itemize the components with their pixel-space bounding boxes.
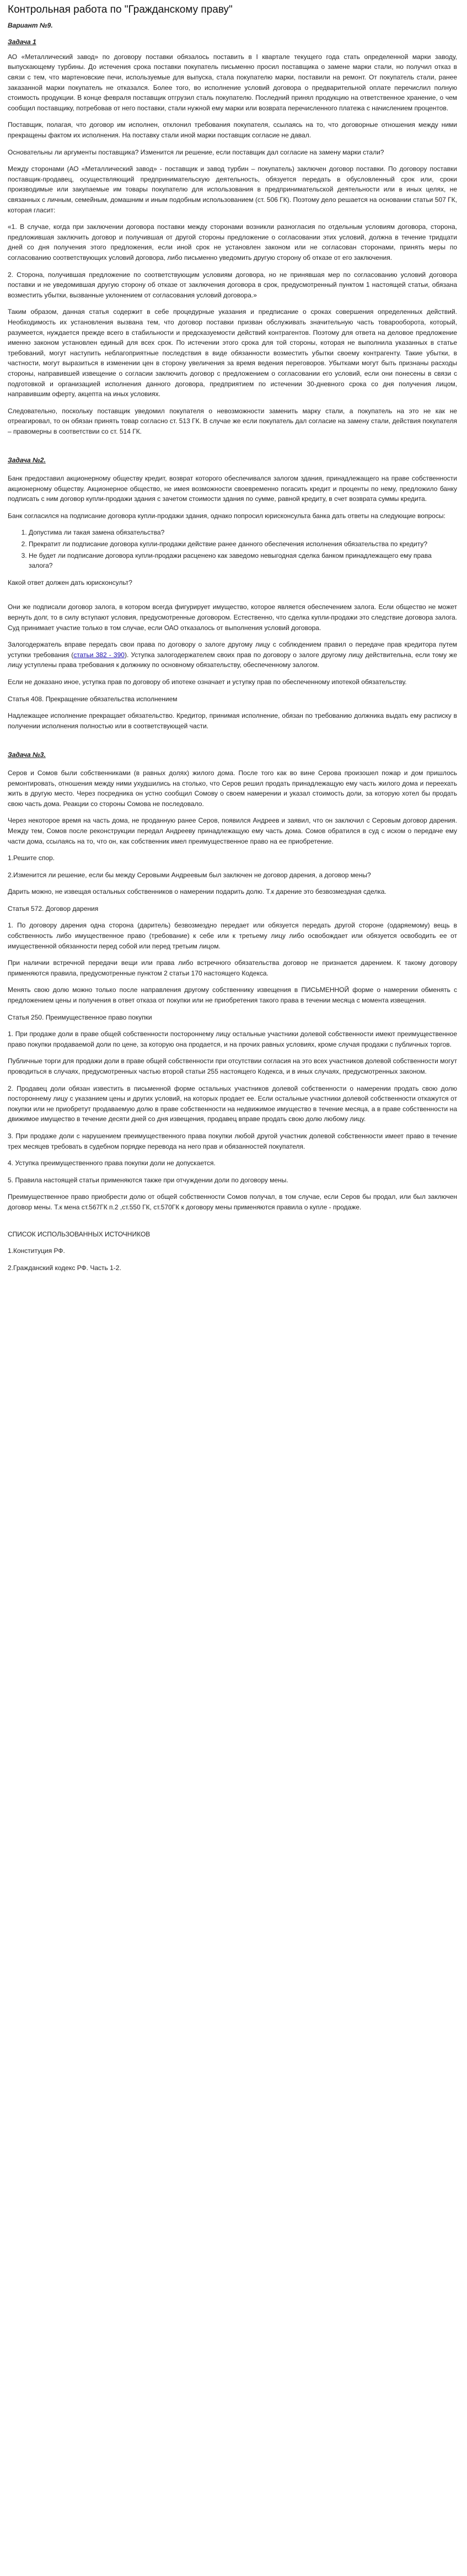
list-item: 3. Не будет ли подписание договора купли-продажи расценено как заведомо невыгодная сделка банком принадлежащего ему права залога?: [29, 551, 457, 571]
task2-paragraph: [8, 639, 457, 670]
task2-paragraph: Банк согласился на подписание договора купли-продажи здания, однако попросил юрисконсульта банка дать ответы на следующие вопросы:: [8, 511, 445, 520]
task3-paragraph: 5. Правила настоящей статьи применяются также при отчуждении доли по договору мены.: [8, 1176, 288, 1184]
task3-paragraph: 2.Изменится ли решение, если бы между Серовыми Андреевым был заключен не договор дарения, а договор мены?: [8, 871, 371, 879]
list-item: 2. Прекратит ли подписание договора купли-продажи действие ранее данного обеспечения исполнения обязательства по кредиту?: [29, 539, 457, 550]
task3-heading: Задача №3.: [8, 751, 46, 759]
task3-paragraph: Дарить можно, не извещая остальных собственников о намерении подарить долю. Т.к дарение это безвозмездная сделка.: [8, 888, 387, 896]
task2-paragraph: Они же подписали договор залога, в котором всегда фигурирует имущество, которое является обеспечением залога. Если общество не может вернуть долг, то в силу вступают условия, предусмотренные договором. Естественно, что сделка купли-продажи это следствие договора залога. Суд принимает участие только в том случае, если ОАО отказалось от выполнения условий договора.: [8, 603, 457, 632]
list-item: 1. Допустима ли такая замена обязательства?: [29, 527, 457, 538]
task3-paragraph: Серов и Сомов были собственниками (в равных долях) жилого дома. После того как во вине Серова произошел пожар и дом пришлось ремонтировать, отношения между ними ухудшились на столько, что Серов решил продать принадлежащую ему часть жилого дома и переехать жить в другую место. Через посредника он устно сообщил Сомову о своем намерении и указал стоимость доли, за которую хотел бы продать свою часть дома. Реакции со стороны Сомова не последовало.: [8, 769, 457, 808]
task3-paragraph: 1. По договору дарения одна сторона (даритель) безвозмездно передает или обязуется передать другой стороне (одаряемому) вещь в собственность либо имущественное право (требование) к себе или к третьему лицу либо освобождает или обязуется освободить ее от имущественной обязанности перед собой или перед третьим лицом.: [8, 921, 457, 950]
task3-paragraph: 4. Уступка преимущественного права покупки доли не допускается.: [8, 1159, 216, 1167]
task3-paragraph: Через некоторое время на часть дома, не проданную ранее Серов, появился Андреев и заявил, что он заключил с Серовым договор дарения. Между тем, Сомов после реконструкции передал Андрееву принадлежащую ему часть дома. Сомов обратился в суд с иском о передаче ему части дома, ссылаясь на то, что он, как собственник имел преимущественное право на ее приобретение.: [8, 817, 457, 845]
text-span: Залогодержатель вправе передать свои права по договору о залоге другому лицу с соблюдением правил о передаче прав кредитора путем уступки требования (: [8, 641, 457, 659]
task3-paragraph: Публичные торги для продажи доли в праве общей собственности при отсутствии согласия на это всех участников долевой собственности могут проводиться в случаях, предусмотренных частью второй статьи 255 настоящего Кодекса, и в иных случаях, предусмотренных законом.: [8, 1057, 457, 1075]
task3-paragraph: Менять свою долю можно только после направления другому собственнику извещения в ПИСЬМЕННОЙ форме о намерении обменять с предложением цены и получения в ответ отказа от покупки или не приобретения такого права в течении месяца с момента извещения.: [8, 986, 457, 1005]
task2-paragraph: Надлежащее исполнение прекращает обязательство. Кредитор, принимая исполнение, обязан по требованию должника выдать ему расписку в получении исполнения полностью или в соответствующей части.: [8, 712, 457, 730]
task2-paragraph: Какой ответ должен дать юрисконсульт?: [8, 578, 132, 586]
task3-paragraph: 1.Решите спор.: [8, 854, 55, 862]
task3-paragraph: 3. При продаже доли с нарушением преимущественного права покупки любой другой участник долевой собственности имеет право в течение трех месяцев требовать в судебном порядке перевода на него прав и обязанностей покупателя.: [8, 1132, 457, 1150]
source-item: 2.Гражданский кодекс РФ. Часть 1-2.: [8, 1263, 121, 1272]
document-title: Контрольная работа по "Гражданскому праву": [8, 4, 233, 15]
task1-paragraph: Следовательно, поскольку поставщик уведомил покупателя о невозможности заменить марку стали, а покупатель на это не как не отреагировал, то он обязан принять товар согласно ст. 513 ГК. В случае же если покупатель дал согласие на замену стали, действия покупателя – правомерны в соответствии со ст. 514 ГК.: [8, 407, 457, 435]
task2-heading: Задача №2.: [8, 456, 46, 465]
task1-paragraph: Между сторонами (АО «Металлический завод» - поставщик и завод турбин – покупатель) заключен договор поставки. По договору поставки поставщик-продавец, осуществляющий предпринимательскую деятельность, обязуется передать в обусловленный срок или, сроки производимые или закупаемые им товары покупателю для использования в предпринимательской деятельности или в иных целях, не связанных с личным, семейным, домашним и иным подобным использованием (ст. 506 ГК). Поэтому дело решается на основании статьи 507 ГК, которая гласит:: [8, 165, 457, 214]
task3-paragraph: Преимущественное право приобрести долю от общей собственности Сомов получал, в том случае, если Серов бы продал, или был заключен договор мены. Т.к мена ст.567ГК п.2 ,ст.550 ГК, ст.570ГК к договору мены применяются правила о купле - продаже.: [8, 1193, 457, 1211]
task2-paragraph: Банк предоставил акционерному обществу кредит, возврат которого обеспечивался залогом здания, принадлежащего на праве собственности акционерному обществу. Акционерное общество, не имея возможности своевременно погасить кредит и проценты по нему, предложило банку подписать с ним договор купли-продажи здания с зачетом стоимости здания по сумме, равной кредиту, в счет возврата суммы кредита.: [8, 474, 457, 503]
source-item: 1.Конституция РФ.: [8, 1247, 65, 1255]
task2-paragraph: Если не доказано иное, уступка прав по договору об ипотеке означает и уступку прав по обеспеченному ипотекой обязательству.: [8, 678, 407, 686]
task1-heading: Задача 1: [8, 38, 36, 46]
task1-paragraph: Таким образом, данная статья содержит в себе процедурные указания и предписание о сроках совершения определенных действий. Необходимость их установления вызвана тем, что договор поставки призван обслуживать значительную часть товарооборота, который, разумеется, нуждается прежде всего в стабильности и предсказуемости действий контрагентов. Поэтому для ответа на деловое предложение именно законом установлен единый для всех срок. По истечении этого срока для той стороны, которая не выполнила указанных в статье требований, могут наступить неблагоприятные последствия в виде обязанности возместить убытки своему контрагенту. Такие убытки, в частности, могут выразиться в изменении цен в сторону увеличения за время ведения переговоров. Убытками могут быть признаны расходы стороны, направившей извещение о согласии заключить договор с предложением о согласовании его условий, если они понесены в связи с подготовкой и организацией исполнения данного договора, предприятием по истечении 30-дневного срока со дня получения лицом, направившим оферту, акцепта на иных условиях.: [8, 308, 457, 398]
task2-paragraph: Статья 408. Прекращение обязательства исполнением: [8, 695, 178, 703]
task3-paragraph: Статья 250. Преимущественное право покупки: [8, 1013, 152, 1021]
task1-paragraph: «1. В случае, когда при заключении договора поставки между сторонами возникли разногласия по отдельным условиям договора, сторона, предложившая заключить договор и получившая от другой стороны предложение о согласовании этих условий, должна в течение тридцати дней со дня получения этого предложения, если иной срок не установлен законом или не согласован сторонами, принять меры по согласованию соответствующих условий договора, либо письменно уведомить другую сторону об отказе от его заключения.: [8, 223, 457, 262]
task1-paragraph: АО «Металлический завод» по договору поставки обязалось поставить в I квартале текущего года стать определенной марки заводу, выпускающему турбины. До истечения срока поставки покупатель письменно просил поставщика о замене марки стали, но получил отказ в связи с тем, что мартеновские печи, используемые для выпуска, стала покупателю марки, поставили на ремонт. От покупатель стали, ранее заказанной марки покупатель не отказался. Более того, во исполнение условий договора о предварительной оплате перечислил полную стоимость продукции. В конце февраля поставщик отгрузил сталь покупателю. Последний принял продукцию на ответственное хранение, о чем сообщил поставщику, потребовав от него поставки, стали нужной ему марки или возврата перечисленного платежа с начислением процентов.: [8, 52, 457, 112]
task3-paragraph: При наличии встречной передачи вещи или права либо встречного обязательства договор не признается дарением. К такому договору применяются правила, предусмотренные пунктом 2 статьи 170 настоящего Кодекса.: [8, 959, 457, 977]
task2-questions-list: [8, 527, 457, 570]
variant-label: Вариант №9.: [8, 21, 53, 29]
task1-paragraph: 2. Сторона, получившая предложение по соответствующим условиям договора, но не принявшая мер по согласованию условий договора поставки и не уведомившая другую сторону об отказе от заключения договора в срок, предусмотренный пунктом 1 настоящей статьи, обязана возместить убытки, вызванные уклонением от согласования условий договора.»: [8, 270, 457, 299]
task3-paragraph: Статья 572. Договор дарения: [8, 904, 99, 913]
task3-paragraph: 2. Продавец доли обязан известить в письменной форме остальных участников долевой собственности о намерении продать свою долю постороннему лицу с указанием цены и других условий, на которых продает ее. Если остальные участники долевой собственности откажутся от покупки или не приобретут продаваемую долю в праве собственности на недвижимое имущество в течение месяца, а в праве собственности на движимое имущество в течение десяти дней со дня извещения, продавец вправе продать свою долю любому лицу.: [8, 1084, 457, 1123]
task3-paragraph: 1. При продаже доли в праве общей собственности постороннему лицу остальные участники долевой собственности имеют преимущественное право покупки продаваемой доли по цене, за которую она продается, и на прочих равных условиях, кроме случая продажи с публичных торгов.: [8, 1030, 457, 1048]
task1-paragraph: Основательны ли аргументы поставщика? Изменится ли решение, если поставщик дал согласие на замену марки стали?: [8, 148, 384, 156]
task1-paragraph: Поставщик, полагая, что договор им исполнен, отклонил требования покупателя, ссылаясь на то, что договорные отношения между ними прекращены фактом их исполнения. На поставку стали иной марки поставщик согласие не давал.: [8, 121, 457, 140]
text-span: ). Уступка залогодержателем своих прав по договору о залоге другому лицу действительна, если тому же лицу уступлены права требования к должнику по основному обязательству, обеспеченному залогом.: [8, 650, 458, 669]
statute-link[interactable]: статьи 382 - 390: [73, 650, 125, 659]
sources-title: СПИСОК ИСПОЛЬЗОВАННЫХ ИСТОЧНИКОВ: [8, 1230, 151, 1238]
